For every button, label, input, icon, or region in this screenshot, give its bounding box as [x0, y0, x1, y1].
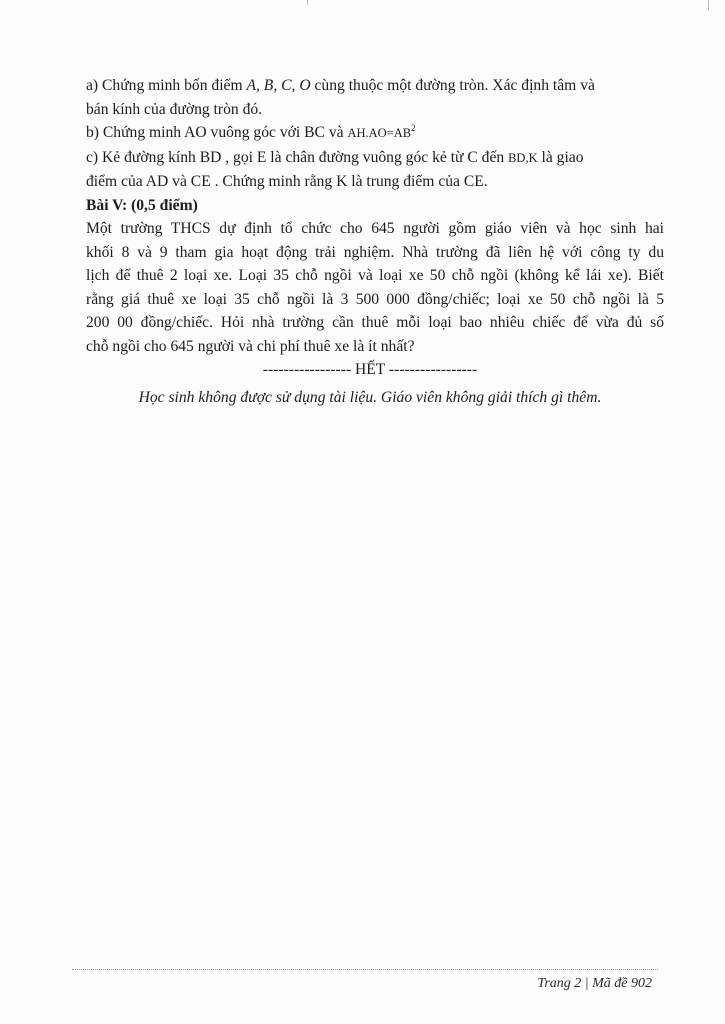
points-math: A, B, C, O — [246, 77, 311, 94]
page-footer: Trang 2 | Mã đề 902 — [537, 976, 652, 991]
question-a-line-1: a) Chứng minh bốn điểm A, B, C, O cùng thuộc một đường tròn. Xác định tâm và — [86, 77, 595, 94]
footer-divider — [72, 969, 658, 970]
formula: AH.AO=AB — [347, 126, 412, 140]
problem-v-line: rằng giá thuê xe loại 35 chỗ ngồi là 3 500 000 đồng/chiếc; loại xe 50 chỗ ngồi là 5 — [86, 290, 664, 308]
problem-v-heading: Bài V: (0,5 điểm) — [86, 196, 198, 214]
problem-v-line: lịch để thuê 2 loại xe. Loại 35 chỗ ngồi và loại xe 50 chỗ ngồi (không kể lái xe). Biết — [86, 267, 664, 284]
scan-edge-mark — [307, 0, 308, 5]
scan-edge-mark — [708, 0, 709, 10]
question-c-line-1: c) Kẻ đường kính BD , gọi E là chân đường vuông góc kẻ từ C đến BD,K là giao — [86, 148, 584, 166]
problem-v-line: chỗ ngồi cho 645 người và chi phí thuê xe là ít nhất? — [86, 337, 415, 355]
problem-v-line: Một trường THCS dự định tổ chức cho 645 người gồm giáo viên và học sinh hai — [86, 220, 664, 237]
problem-v-line: 200 00 đồng/chiếc. Hỏi nhà trường cần thuê mỗi loại bao nhiêu chiếc để vừa đủ số — [86, 314, 664, 331]
problem-v-line: khối 8 và 9 tham gia hoạt động trải nghiệm. Nhà trường đã liên hệ với công ty du — [86, 243, 664, 261]
exam-content — [86, 74, 664, 409]
question-b: b) Chứng minh AO vuông góc với BC và $AH.AO=AB^2$ — [86, 122, 416, 141]
exam-note: Học sinh không được sử dụng tài liệu. Giáo viên không giải thích gì thêm. — [138, 388, 602, 406]
question-a-line-2: bán kính của đường tròn đó. — [86, 100, 263, 118]
formula-exponent: 2 — [411, 122, 416, 133]
end-marker: ----------------- HẾT ----------------- — [262, 361, 478, 378]
question-c-line-2: điểm của AD và CE . Chứng minh rằng K là trung điểm của CE. — [86, 173, 488, 190]
segment-math: BD,K — [508, 150, 538, 165]
